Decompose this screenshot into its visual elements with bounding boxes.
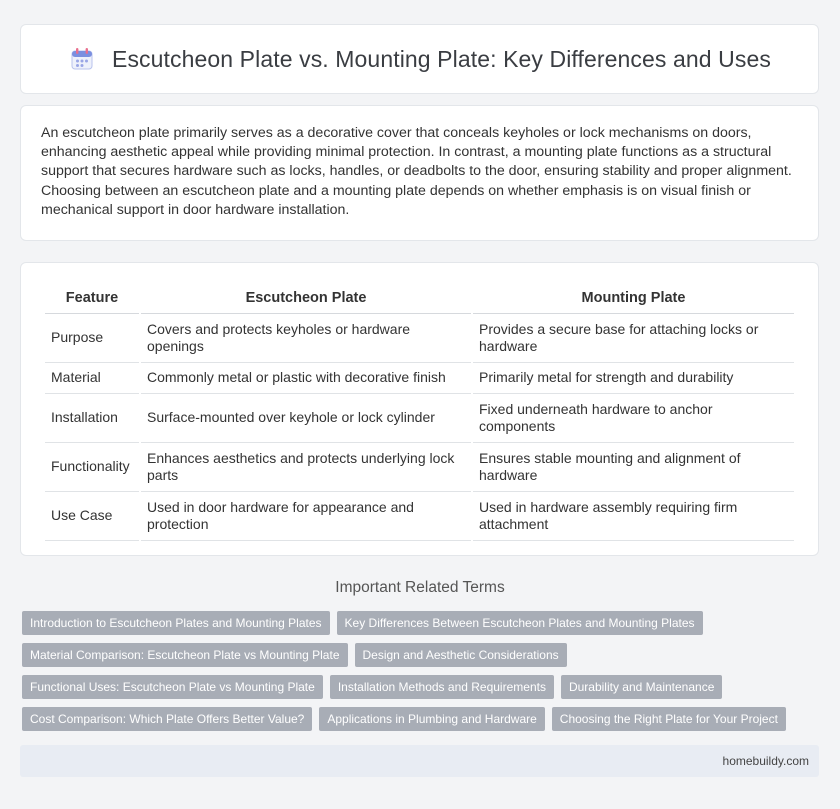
row-mounting-cell: Used in hardware assembly requiring firm attachment bbox=[473, 492, 794, 541]
row-mounting-cell: Fixed underneath hardware to anchor components bbox=[473, 394, 794, 443]
comparison-table bbox=[43, 283, 796, 541]
row-escutcheon-cell: Covers and protects keyholes or hardware openings bbox=[141, 314, 471, 363]
intro-paragraph: An escutcheon plate primarily serves as a decorative cover that conceals keyholes or lock mechanisms on doors, enhancing aesthetic appeal while providing minimal protection. In contrast, a mounting plate functions as a structural support that secures hardware such as locks, handles, or deadbolts to the door, ensuring stability and proper alignment. Choosing between an escutcheon plate and a mounting plate depends on whether emphasis is on visual finish or mechanical support in door hardware installation. bbox=[41, 125, 792, 218]
row-feature-cell: Functionality bbox=[45, 443, 139, 492]
row-escutcheon-cell: Used in door hardware for appearance and protection bbox=[141, 492, 471, 541]
row-feature-cell: Use Case bbox=[45, 492, 139, 541]
header-mounting-plate: Mounting Plate bbox=[473, 283, 794, 314]
table-row bbox=[45, 363, 794, 394]
row-escutcheon-cell: Commonly metal or plastic with decorative finish bbox=[141, 363, 471, 394]
table-header-row bbox=[45, 283, 794, 314]
row-mounting-cell: Provides a secure base for attaching locks or hardware bbox=[473, 314, 794, 363]
title-wrap bbox=[68, 45, 771, 73]
row-escutcheon-cell: Surface-mounted over keyhole or lock cylinder bbox=[141, 394, 471, 443]
related-term-tag[interactable]: Choosing the Right Plate for Your Project bbox=[552, 707, 786, 731]
table-row bbox=[45, 394, 794, 443]
footer-site-name[interactable]: homebuildy.com bbox=[722, 754, 809, 768]
related-term-tag[interactable]: Functional Uses: Escutcheon Plate vs Mounting Plate bbox=[22, 675, 323, 699]
related-terms-list bbox=[22, 611, 822, 739]
related-term-tag[interactable]: Installation Methods and Requirements bbox=[330, 675, 554, 699]
row-feature-cell: Purpose bbox=[45, 314, 139, 363]
related-term-tag[interactable]: Material Comparison: Escutcheon Plate vs Mounting Plate bbox=[22, 643, 348, 667]
related-terms-heading: Important Related Terms bbox=[335, 579, 505, 596]
footer bbox=[20, 745, 819, 777]
table-row bbox=[45, 443, 794, 492]
row-mounting-cell: Primarily metal for strength and durability bbox=[473, 363, 794, 394]
related-term-tag[interactable]: Applications in Plumbing and Hardware bbox=[319, 707, 544, 731]
related-term-tag[interactable]: Design and Aesthetic Considerations bbox=[355, 643, 567, 667]
calendar-icon bbox=[68, 45, 96, 73]
comparison-table-card bbox=[20, 262, 819, 556]
related-term-tag[interactable]: Key Differences Between Escutcheon Plates and Mounting Plates bbox=[337, 611, 703, 635]
related-term-tag[interactable]: Durability and Maintenance bbox=[561, 675, 722, 699]
row-feature-cell: Material bbox=[45, 363, 139, 394]
related-term-tag[interactable]: Cost Comparison: Which Plate Offers Better Value? bbox=[22, 707, 312, 731]
table-row bbox=[45, 492, 794, 541]
header-feature: Feature bbox=[45, 283, 139, 314]
related-term-tag[interactable]: Introduction to Escutcheon Plates and Mounting Plates bbox=[22, 611, 330, 635]
row-mounting-cell: Ensures stable mounting and alignment of hardware bbox=[473, 443, 794, 492]
page-title: Escutcheon Plate vs. Mounting Plate: Key Differences and Uses bbox=[112, 45, 771, 72]
row-feature-cell: Installation bbox=[45, 394, 139, 443]
row-escutcheon-cell: Enhances aesthetics and protects underlying lock parts bbox=[141, 443, 471, 492]
table-row bbox=[45, 314, 794, 363]
intro-card bbox=[20, 105, 819, 241]
title-card bbox=[20, 24, 819, 94]
header-escutcheon-plate: Escutcheon Plate bbox=[141, 283, 471, 314]
